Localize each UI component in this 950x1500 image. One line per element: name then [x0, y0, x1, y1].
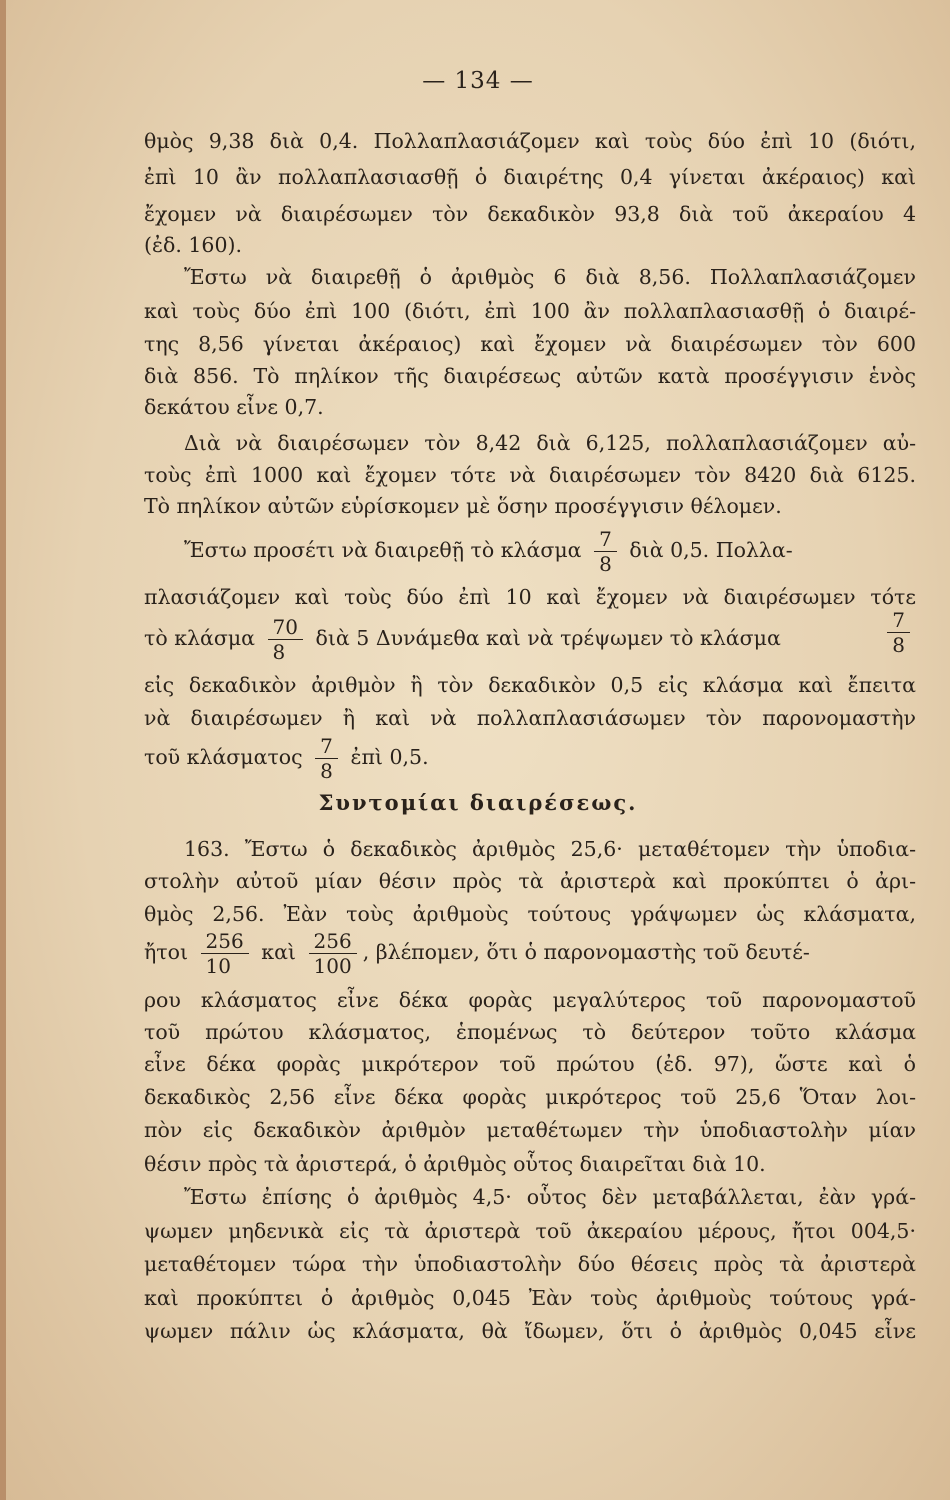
text-line: καὶ τοὺς δύο ἐπὶ 100 (διότι, ἐπὶ 100 ἂν πολλαπλασιασθῇ ὁ διαιρέ-: [144, 299, 916, 323]
line-segment: ἤτοι: [144, 940, 189, 964]
line-segment: καὶ: [261, 940, 296, 964]
text-line: ψωμεν πάλιν ὡς κλάσματα, θὰ ἴδωμεν, ὅτι ὁ ἀριθμὸς 0,045 εἶνε: [144, 1319, 916, 1343]
fraction-numerator: 70: [268, 617, 303, 640]
text-line: εἶνε δέκα φορὰς μικρότερον τοῦ πρώτου (ἐδ. 97), ὥστε καὶ ὁ: [144, 1052, 916, 1076]
text-line: ἐπὶ 10 ἂν πολλαπλασιασθῇ ὁ διαιρέτης 0,4 γίνεται ἀκέραιος) καὶ: [144, 165, 916, 189]
text-line: στολὴν αὐτοῦ μίαν θέσιν πρὸς τὰ ἀριστερὰ καὶ προκύπτει ὁ ἀρι-: [144, 869, 916, 893]
page-number: — 134 —: [422, 68, 534, 94]
text-line: Διὰ νὰ διαιρέσωμεν τὸν 8,42 διὰ 6,125, πολλαπλασιάζομεν αὐ-: [184, 431, 916, 455]
fraction: [201, 931, 249, 976]
text-line: Ἔστω ἐπίσης ὁ ἀριθμὸς 4,5· οὗτος δὲν μεταβάλλεται, ἐὰν γρά-: [184, 1185, 916, 1209]
text-line: ψωμεν μηδενικὰ εἰς τὰ ἀριστερὰ τοῦ ἀκεραίου μέρους, ἤτοι 004,5·: [144, 1219, 916, 1243]
text-line: ρου κλάσματος εἶνε δέκα φορὰς μεγαλύτερος τοῦ παρονομαστοῦ: [144, 988, 916, 1012]
text-line: της 8,56 γίνεται ἀκέραιος) καὶ ἔχομεν νὰ διαιρέσωμεν τὸν 600: [144, 332, 916, 356]
text-line: τοῦ πρώτου κλάσματος, ἑπομένως τὸ δεύτερον τοῦτο κλάσμα: [144, 1020, 916, 1044]
fraction-denominator: 8: [892, 633, 905, 657]
text-line: εἰς δεκαδικὸν ἀριθμὸν ἢ τὸν δεκαδικὸν 0,5 εἰς κλάσμα καὶ ἔπειτα: [144, 673, 916, 697]
text-line: θμὸς 2,56. Ἐὰν τοὺς ἀριθμοὺς τούτους γράψωμεν ὡς κλάσματα,: [144, 902, 916, 926]
line-segment: , βλέπομεν, ὅτι ὁ παρονομαστὴς τοῦ δευτέ-: [362, 940, 810, 964]
text-line: Ἔστω νὰ διαιρεθῇ ὁ ἀριθμὸς 6 διὰ 8,56. Πολλαπλασιάζομεν: [184, 265, 916, 289]
line-segment: διὰ 0,5. Πολλα-: [629, 538, 793, 562]
text-line: 163. Ἔστω ὁ δεκαδικὸς ἀριθμὸς 25,6· μεταθέτομεν τὴν ὑποδια-: [184, 837, 916, 861]
line-segment: Ἔστω προσέτι νὰ διαιρεθῇ τὸ κλάσμα: [184, 538, 582, 562]
fraction: [315, 736, 338, 781]
fraction-numerator: 256: [201, 931, 249, 954]
fraction-denominator: 8: [599, 552, 612, 576]
fraction-numerator: 256: [309, 931, 357, 954]
text-line: δεκαδικὸς 2,56 εἶνε δέκα φορὰς μικρότερος τοῦ 25,6 Ὅταν λοι-: [144, 1085, 916, 1109]
fraction-numerator: 7: [315, 736, 338, 759]
line-segment: τὸ κλάσμα: [144, 626, 256, 650]
text-line: διὰ 856. Τὸ πηλίκον τῆς διαιρέσεως αὐτῶν κατὰ προσέγγισιν ἑνὸς: [144, 364, 916, 388]
text-line: νὰ διαιρέσωμεν ἢ καὶ νὰ πολλαπλασιάσωμεν τὸν παρονομαστὴν: [144, 706, 916, 730]
fraction: [309, 931, 357, 976]
fraction: [594, 529, 617, 574]
fraction-denominator: 10: [205, 954, 231, 978]
text-line: [144, 924, 916, 980]
fraction-denominator: 8: [272, 640, 286, 664]
text-line: μεταθέτομεν τώρα τὴν ὑποδιαστολὴν δύο θέσεις πρὸς τὰ ἀριστερὰ: [144, 1252, 916, 1276]
text-line: (ἐδ. 160).: [144, 233, 243, 257]
fraction-numerator: 7: [887, 610, 910, 633]
fraction-denominator: 100: [313, 954, 352, 978]
text-line: τοὺς ἐπὶ 1000 καὶ ἔχομεν τότε νὰ διαιρέσωμεν τὸν 8420 διὰ 6125.: [144, 463, 916, 487]
text-line: θμὸς 9,38 διὰ 0,4. Πολλαπλασιάζομεν καὶ τοὺς δύο ἐπὶ 10 (διότι,: [144, 129, 916, 153]
fraction-denominator: 8: [320, 759, 333, 783]
text-line: πλασιάζομεν καὶ τοὺς δύο ἐπὶ 10 καὶ ἔχομεν νὰ διαιρέσωμεν τότε: [144, 585, 916, 609]
text-line: Τὸ πηλίκον αὐτῶν εὑρίσκομεν μὲ ὅσην προσέγγισιν θέλομεν.: [144, 494, 782, 518]
line-segment: διὰ 5 Δυνάμεθα καὶ νὰ τρέψωμεν τὸ κλάσμα: [315, 626, 781, 650]
text-line: [144, 610, 916, 666]
fraction: [887, 610, 910, 655]
text-line: θέσιν πρὸς τὰ ἀριστερά, ὁ ἀριθμὸς οὗτος διαιρεῖται διὰ 10.: [144, 1152, 766, 1176]
fraction-numerator: 7: [594, 529, 617, 552]
text-line: καὶ προκύπτει ὁ ἀριθμὸς 0,045 Ἐὰν τοὺς ἀριθμοὺς τούτους γρά-: [144, 1286, 916, 1310]
fraction: [268, 617, 303, 662]
text-line: [184, 522, 916, 578]
text-line: [144, 729, 916, 785]
text-line: πὸν εἰς δεκαδικὸν ἀριθμὸν μεταθέτωμεν τὴν ὑποδιαστολὴν μίαν: [144, 1118, 916, 1142]
text-line: ἔχομεν νὰ διαιρέσωμεν τὸν δεκαδικὸν 93,8 διὰ τοῦ ἀκεραίου 4: [144, 202, 916, 226]
text-line: δεκάτου εἶνε 0,7.: [144, 395, 324, 419]
line-segment: ἐπὶ 0,5.: [350, 745, 429, 769]
section-heading: Συντομίαι διαιρέσεως.: [318, 790, 638, 815]
line-segment: τοῦ κλάσματος: [144, 745, 303, 769]
